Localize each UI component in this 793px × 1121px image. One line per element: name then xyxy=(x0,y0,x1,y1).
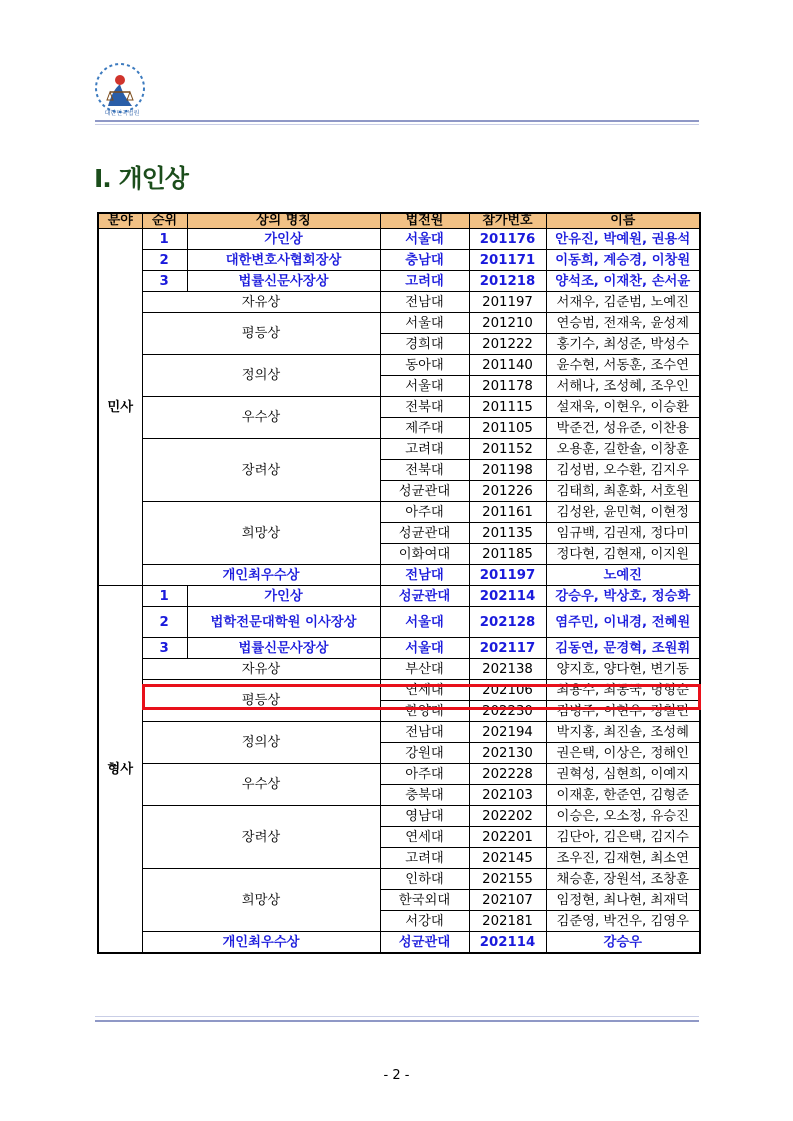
school-cell: 동아대 xyxy=(380,355,469,376)
footer-rule xyxy=(95,1020,699,1022)
number-cell: 201222 xyxy=(469,334,546,355)
rank-cell: 3 xyxy=(142,638,187,659)
school-cell: 제주대 xyxy=(380,418,469,439)
award-cell: 우수상 xyxy=(142,764,380,806)
school-cell: 충북대 xyxy=(380,785,469,806)
names-cell: 이재훈, 한준연, 김형준 xyxy=(546,785,700,806)
school-cell: 한국외대 xyxy=(380,890,469,911)
names-cell: 최용수, 최동국, 명형순 xyxy=(546,680,700,701)
number-cell: 201210 xyxy=(469,313,546,334)
table-row xyxy=(98,806,700,827)
number-cell: 202202 xyxy=(469,806,546,827)
section-heading: I. 개인상 xyxy=(94,164,188,193)
names-cell: 연승범, 전재욱, 윤성제 xyxy=(546,313,700,334)
column-header: 법전원 xyxy=(380,213,469,229)
names-cell: 홍기수, 최성준, 박성수 xyxy=(546,334,700,355)
court-emblem-icon xyxy=(86,62,158,118)
school-cell: 고려대 xyxy=(380,848,469,869)
school-cell: 성균관대 xyxy=(380,523,469,544)
number-cell: 202107 xyxy=(469,890,546,911)
number-cell: 202194 xyxy=(469,722,546,743)
rank-cell: 1 xyxy=(142,586,187,607)
school-cell: 한양대 xyxy=(380,701,469,722)
school-cell: 이화여대 xyxy=(380,544,469,565)
award-cell: 우수상 xyxy=(142,397,380,439)
table-row xyxy=(98,607,700,638)
school-cell: 서울대 xyxy=(380,607,469,638)
emblem-lettering: 대한민국법원 xyxy=(104,110,140,117)
table-row xyxy=(98,397,700,418)
number-cell: 202201 xyxy=(469,827,546,848)
names-cell: 이동희, 계승경, 이창원 xyxy=(546,250,700,271)
column-header: 분야 xyxy=(98,213,142,229)
school-cell: 전북대 xyxy=(380,460,469,481)
number-cell: 201176 xyxy=(469,229,546,250)
header-rule xyxy=(95,120,699,122)
award-cell: 평등상 xyxy=(142,313,380,355)
number-cell: 201135 xyxy=(469,523,546,544)
number-cell: 202181 xyxy=(469,911,546,932)
names-cell: 김성완, 윤민혁, 이현정 xyxy=(546,502,700,523)
highlight-box xyxy=(142,684,701,710)
school-cell: 성균관대 xyxy=(380,586,469,607)
names-cell: 김성범, 오수환, 김지우 xyxy=(546,460,700,481)
award-cell: 정의상 xyxy=(142,355,380,397)
column-header: 순위 xyxy=(142,213,187,229)
number-cell: 202103 xyxy=(469,785,546,806)
names-cell: 강승우, 박상호, 정승화 xyxy=(546,586,700,607)
school-cell: 고려대 xyxy=(380,271,469,292)
number-cell: 201171 xyxy=(469,250,546,271)
footer-rule-thin xyxy=(95,1016,699,1017)
school-cell: 충남대 xyxy=(380,250,469,271)
table-row xyxy=(98,764,700,785)
school-cell: 서울대 xyxy=(380,313,469,334)
names-cell: 임정현, 최나현, 최재덕 xyxy=(546,890,700,911)
award-cell: 대한변호사협회장상 xyxy=(187,250,380,271)
number-cell: 202114 xyxy=(469,932,546,954)
table-row xyxy=(98,229,700,250)
table-row xyxy=(98,932,700,954)
header-rule-thin xyxy=(95,124,699,125)
school-cell: 성균관대 xyxy=(380,932,469,954)
school-cell: 경희대 xyxy=(380,334,469,355)
school-cell: 강원대 xyxy=(380,743,469,764)
names-cell: 채승훈, 장원석, 조창훈 xyxy=(546,869,700,890)
names-cell: 김단아, 김은택, 김지수 xyxy=(546,827,700,848)
table-row xyxy=(98,659,700,680)
award-cell: 자유상 xyxy=(142,659,380,680)
table-row xyxy=(98,869,700,890)
number-cell: 201226 xyxy=(469,481,546,502)
number-cell: 202145 xyxy=(469,848,546,869)
number-cell: 201152 xyxy=(469,439,546,460)
award-cell: 정의상 xyxy=(142,722,380,764)
names-cell: 정다현, 김현재, 이지원 xyxy=(546,544,700,565)
names-cell: 서재우, 김준범, 노예진 xyxy=(546,292,700,313)
names-cell: 양석조, 이재찬, 손서윤 xyxy=(546,271,700,292)
table-row xyxy=(98,638,700,659)
award-cell: 장려상 xyxy=(142,806,380,869)
number-cell: 201140 xyxy=(469,355,546,376)
school-cell: 연세대 xyxy=(380,680,469,701)
number-cell: 202155 xyxy=(469,869,546,890)
number-cell: 202138 xyxy=(469,659,546,680)
award-cell: 가인상 xyxy=(187,586,380,607)
award-cell: 자유상 xyxy=(142,292,380,313)
award-cell: 법률신문사장상 xyxy=(187,271,380,292)
school-cell: 아주대 xyxy=(380,764,469,785)
names-cell: 안유진, 박예원, 권용석 xyxy=(546,229,700,250)
school-cell: 아주대 xyxy=(380,502,469,523)
number-cell: 201185 xyxy=(469,544,546,565)
table-row xyxy=(98,292,700,313)
school-cell: 전남대 xyxy=(380,292,469,313)
number-cell: 201197 xyxy=(469,565,546,586)
school-cell: 서강대 xyxy=(380,911,469,932)
school-cell: 성균관대 xyxy=(380,481,469,502)
table-row xyxy=(98,565,700,586)
table-row xyxy=(98,250,700,271)
number-cell: 202106 xyxy=(469,680,546,701)
school-cell: 인하대 xyxy=(380,869,469,890)
names-cell: 양지호, 양다현, 변기동 xyxy=(546,659,700,680)
school-cell: 전북대 xyxy=(380,397,469,418)
names-cell: 박준건, 성유준, 이찬용 xyxy=(546,418,700,439)
number-cell: 201115 xyxy=(469,397,546,418)
rank-cell: 1 xyxy=(142,229,187,250)
names-cell: 노예진 xyxy=(546,565,700,586)
number-cell: 202117 xyxy=(469,638,546,659)
column-header: 참가번호 xyxy=(469,213,546,229)
award-cell: 희망상 xyxy=(142,869,380,932)
award-cell: 가인상 xyxy=(187,229,380,250)
field-cell: 형사 xyxy=(98,586,142,954)
names-cell: 김준영, 박건우, 김영우 xyxy=(546,911,700,932)
names-cell: 김태희, 최훈화, 서호원 xyxy=(546,481,700,502)
award-cell: 희망상 xyxy=(142,502,380,565)
table-header-row xyxy=(98,213,700,229)
number-cell: 201178 xyxy=(469,376,546,397)
award-cell: 법률신문사장상 xyxy=(187,638,380,659)
names-cell: 서해나, 조성혜, 조우인 xyxy=(546,376,700,397)
school-cell: 고려대 xyxy=(380,439,469,460)
school-cell: 부산대 xyxy=(380,659,469,680)
number-cell: 201197 xyxy=(469,292,546,313)
names-cell: 임규백, 김권재, 정다미 xyxy=(546,523,700,544)
rank-cell: 3 xyxy=(142,271,187,292)
number-cell: 201105 xyxy=(469,418,546,439)
table-row xyxy=(98,586,700,607)
school-cell: 연세대 xyxy=(380,827,469,848)
number-cell: 201198 xyxy=(469,460,546,481)
column-header: 상의 명칭 xyxy=(187,213,380,229)
names-cell: 권은택, 이상은, 정해인 xyxy=(546,743,700,764)
school-cell: 영남대 xyxy=(380,806,469,827)
award-cell: 장려상 xyxy=(142,439,380,502)
award-cell: 개인최우수상 xyxy=(142,565,380,586)
school-cell: 전남대 xyxy=(380,722,469,743)
names-cell: 박지홍, 최진솔, 조성혜 xyxy=(546,722,700,743)
number-cell: 202130 xyxy=(469,743,546,764)
table-row xyxy=(98,355,700,376)
number-cell: 201218 xyxy=(469,271,546,292)
school-cell: 서울대 xyxy=(380,229,469,250)
award-cell: 법학전문대학원 이사장상 xyxy=(187,607,380,638)
award-cell: 평등상 xyxy=(142,680,380,722)
field-cell: 민사 xyxy=(98,229,142,586)
school-cell: 서울대 xyxy=(380,376,469,397)
names-cell: 오용훈, 길한솔, 이창훈 xyxy=(546,439,700,460)
names-cell: 권혁성, 심현희, 이예지 xyxy=(546,764,700,785)
awards-table xyxy=(97,212,701,954)
table-row xyxy=(98,313,700,334)
names-cell: 설재욱, 이현우, 이승환 xyxy=(546,397,700,418)
rank-cell: 2 xyxy=(142,607,187,638)
names-cell: 윤수현, 서동훈, 조수연 xyxy=(546,355,700,376)
number-cell: 201161 xyxy=(469,502,546,523)
school-cell: 전남대 xyxy=(380,565,469,586)
page-number: - 2 - xyxy=(383,1068,410,1083)
table-row xyxy=(98,271,700,292)
column-header: 이름 xyxy=(546,213,700,229)
names-cell: 김동연, 문경혁, 조원휘 xyxy=(546,638,700,659)
names-cell: 김병주, 이현우, 정철민 xyxy=(546,701,700,722)
school-cell: 서울대 xyxy=(380,638,469,659)
names-cell: 이승은, 오소정, 유승진 xyxy=(546,806,700,827)
names-cell: 강승우 xyxy=(546,932,700,954)
names-cell: 염주민, 이내경, 전혜원 xyxy=(546,607,700,638)
rank-cell: 2 xyxy=(142,250,187,271)
table-row xyxy=(98,502,700,523)
table-row xyxy=(98,439,700,460)
award-cell: 개인최우수상 xyxy=(142,932,380,954)
number-cell: 202228 xyxy=(469,764,546,785)
number-cell: 202114 xyxy=(469,586,546,607)
table-row xyxy=(98,722,700,743)
number-cell: 202128 xyxy=(469,607,546,638)
names-cell: 조우진, 김재현, 최소연 xyxy=(546,848,700,869)
number-cell: 202230 xyxy=(469,701,546,722)
